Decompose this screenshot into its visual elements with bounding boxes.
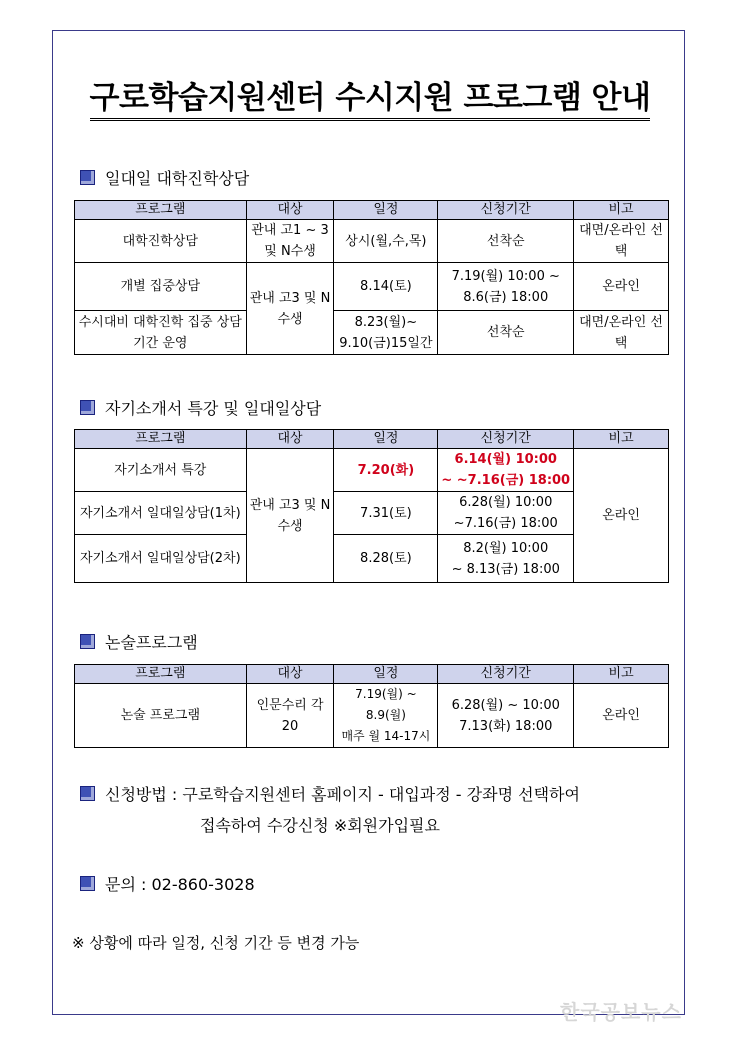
header-cell: 프로그램: [75, 430, 247, 449]
consulting-table: [74, 200, 669, 355]
header-cell: 신청기간: [438, 201, 574, 220]
square-bullet-icon: [80, 634, 95, 649]
header-cell: 비고: [574, 430, 669, 449]
schedule-cell: 7.19(월) ~ 8.9(월) 매주 월 14-17시: [334, 684, 438, 748]
contact-line: 문의 : 02-860-3028: [80, 872, 255, 895]
header-cell: 일정: [334, 430, 438, 449]
square-bullet-icon: [80, 786, 95, 801]
note-cell: 온라인: [574, 263, 669, 311]
period-cell: 선착순: [438, 220, 574, 263]
period-cell: 6.28(월) 10:00 ~7.16(금) 18:00: [438, 492, 574, 535]
footnote: ※ 상황에 따라 일정, 신청 기간 등 변경 가능: [72, 934, 360, 952]
target-cell: 관내 고3 및 N수생: [246, 449, 334, 583]
program-cell: 논술 프로그램: [75, 684, 247, 748]
period-cell: 8.2(월) 10:00 ~ 8.13(금) 18:00: [438, 535, 574, 583]
header-cell: 대상: [246, 665, 334, 684]
table-header-row: [75, 201, 669, 220]
page-title: 구로학습지원센터 수시지원 프로그램 안내: [0, 72, 740, 117]
header-cell: 신청기간: [438, 430, 574, 449]
schedule-cell: 8.23(월)~ 9.10(금)15일간: [334, 311, 438, 355]
square-bullet-icon: [80, 876, 95, 891]
header-cell: 비고: [574, 201, 669, 220]
program-cell: 대학진학상담: [75, 220, 247, 263]
schedule-cell: 7.31(토): [334, 492, 438, 535]
target-cell: 인문수리 각 20: [246, 684, 334, 748]
table-row: [75, 311, 669, 355]
header-cell: 대상: [246, 201, 334, 220]
watermark: 한국공보뉴스: [560, 1000, 682, 1024]
header-cell: 신청기간: [438, 665, 574, 684]
note-cell: 대면/온라인 선택: [574, 220, 669, 263]
nonsul-table: [74, 664, 669, 748]
program-cell: 자기소개서 특강: [75, 449, 247, 492]
target-cell: 관내 고1 ~ 3 및 N수생: [246, 220, 334, 263]
schedule-cell: 8.28(토): [334, 535, 438, 583]
header-cell: 프로그램: [75, 665, 247, 684]
table-header-row: [75, 430, 669, 449]
program-cell: 자기소개서 일대일상담(1차): [75, 492, 247, 535]
program-cell: 수시대비 대학진학 집중 상담기간 운영: [75, 311, 247, 355]
apply-method-line: 신청방법 : 구로학습지원센터 홈페이지 - 대입과정 - 강좌명 선택하여: [80, 782, 580, 805]
header-cell: 대상: [246, 430, 334, 449]
note-cell: 온라인: [574, 449, 669, 583]
essay-table: [74, 429, 669, 583]
period-cell: 선착순: [438, 311, 574, 355]
note-cell: 대면/온라인 선택: [574, 311, 669, 355]
square-bullet-icon: [80, 170, 95, 185]
square-bullet-icon: [80, 400, 95, 415]
program-cell: 개별 집중상담: [75, 263, 247, 311]
header-cell: 일정: [334, 665, 438, 684]
period-cell: 7.19(월) 10:00 ~ 8.6(금) 18:00: [438, 263, 574, 311]
section-heading-consulting: 일대일 대학진학상담: [80, 166, 249, 189]
section-heading-essay: 자기소개서 특강 및 일대일상담: [80, 396, 321, 419]
table-row: [75, 263, 669, 311]
header-cell: 일정: [334, 201, 438, 220]
header-cell: 비고: [574, 665, 669, 684]
period-cell: 6.14(월) 10:00 ~ ~7.16(금) 18:00: [438, 449, 574, 492]
header-cell: 프로그램: [75, 201, 247, 220]
schedule-cell: 8.14(토): [334, 263, 438, 311]
note-cell: 온라인: [574, 684, 669, 748]
table-row: [75, 684, 669, 748]
apply-method-continued: 접속하여 수강신청 ※회원가입필요: [200, 816, 440, 835]
program-cell: 자기소개서 일대일상담(2차): [75, 535, 247, 583]
section-heading-nonsul: 논술프로그램: [80, 630, 198, 653]
table-header-row: [75, 665, 669, 684]
table-row: [75, 449, 669, 492]
table-row: [75, 220, 669, 263]
schedule-cell: 상시(월,수,목): [334, 220, 438, 263]
schedule-cell: 7.20(화): [334, 449, 438, 492]
period-cell: 6.28(월) ~ 10:00 7.13(화) 18:00: [438, 684, 574, 748]
target-cell: 관내 고3 및 N수생: [246, 263, 334, 355]
